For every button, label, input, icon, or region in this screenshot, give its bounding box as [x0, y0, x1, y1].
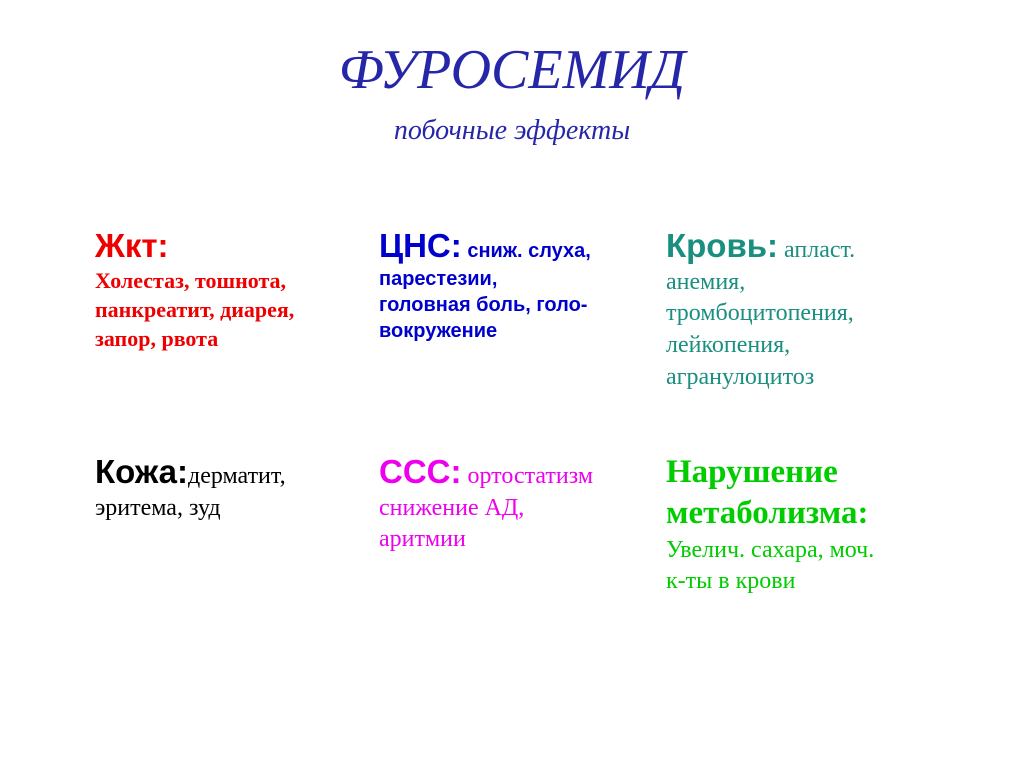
cns-first-text: сниж. слуха, [461, 240, 591, 262]
cvs-heading: ССС: [379, 453, 462, 490]
gi-line-2: панкреатит, диарея, [95, 296, 295, 322]
cvs-line-2: аритмии [379, 526, 466, 553]
slide-title: ФУРОСЕМИД [338, 39, 686, 101]
metabolism-line-2: к-ты в крови [666, 568, 796, 595]
gi-line-3: запор, рвота [95, 325, 219, 351]
skin-first-text: дерматит, [188, 463, 286, 489]
cvs-line-1: снижение АД, [379, 494, 525, 521]
gi-line-1: Холестаз, тошнота, [95, 267, 287, 293]
blood-line-2: тромбоцитопения, [666, 300, 854, 327]
skin-block [95, 452, 286, 524]
skin-heading: Кожа: [95, 453, 189, 490]
gi-block [95, 226, 294, 353]
cvs-first-line [379, 452, 593, 493]
skin-first-line [95, 452, 286, 493]
cns-line-3: вокружение [379, 320, 498, 343]
gi-heading: Жкт: [95, 227, 169, 264]
cns-line-2: головная боль, голо- [379, 293, 588, 316]
cns-first-line [379, 226, 591, 266]
blood-line-4: агранулоцитоз [666, 363, 815, 390]
metabolism-line-1: Увелич. сахара, моч. [666, 536, 875, 563]
cns-heading: ЦНС: [379, 227, 462, 264]
blood-heading: Кровь: [666, 227, 779, 264]
cvs-first-text: ортостатизм [461, 463, 594, 489]
cvs-block [379, 452, 593, 556]
metabolism-heading-line-1: Нарушение [666, 454, 838, 490]
blood-first-text: апласт. [778, 237, 856, 263]
slide-subtitle: побочные эффекты [393, 115, 631, 146]
blood-first-line [666, 226, 855, 267]
cns-block [379, 226, 591, 345]
metabolism-heading-line-2: метаболизма: [666, 495, 869, 532]
metabolism-block [666, 452, 874, 598]
cns-line-1: парестезии, [379, 267, 498, 290]
blood-line-1: анемия, [666, 268, 746, 295]
skin-line-1: эритема, зуд [95, 494, 221, 521]
blood-line-3: лейкопения, [666, 332, 791, 359]
blood-block [666, 226, 855, 393]
